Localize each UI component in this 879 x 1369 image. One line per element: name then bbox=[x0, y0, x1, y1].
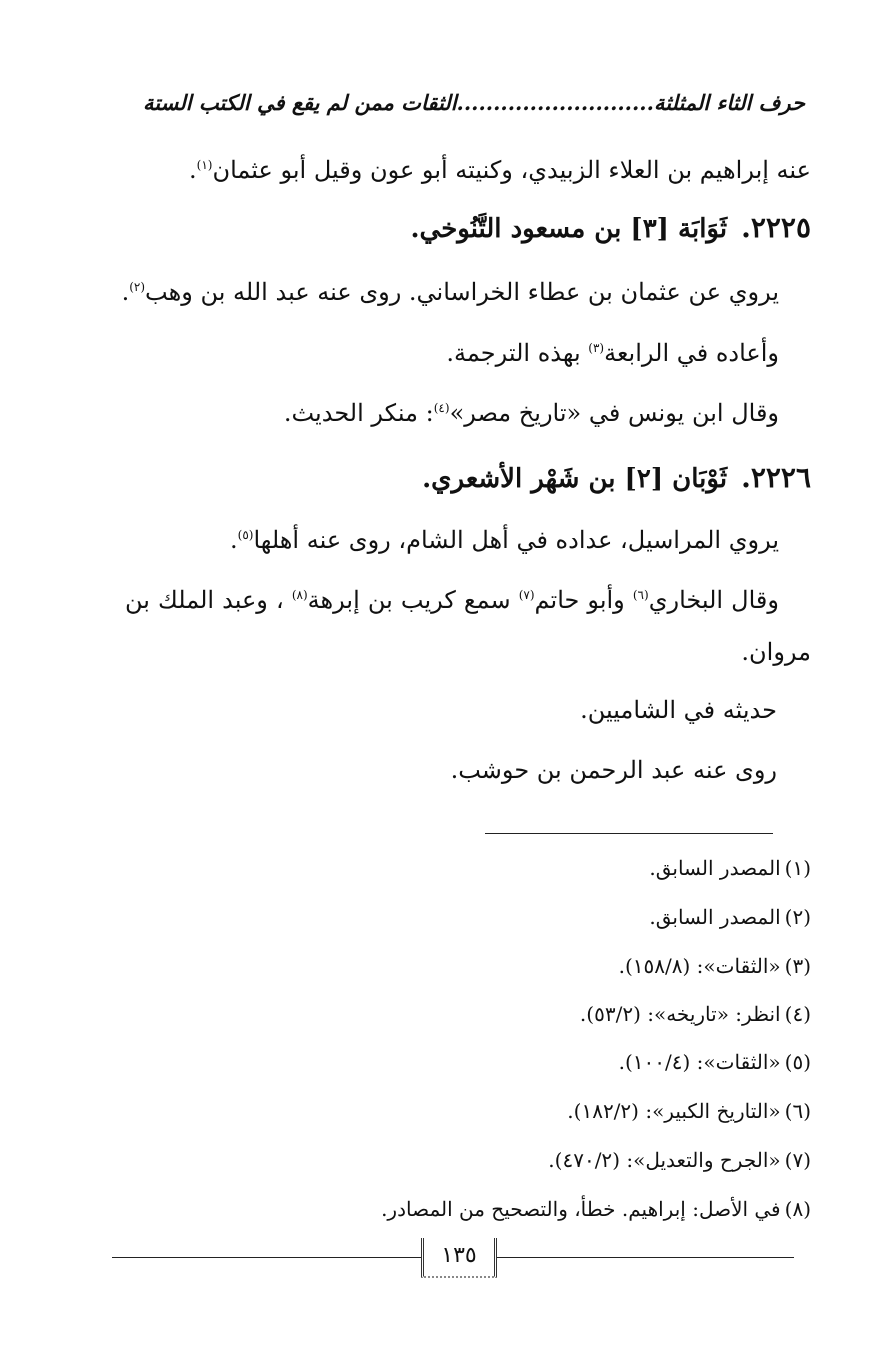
footnote-number: (٣) bbox=[784, 954, 811, 978]
footnote-text: «التاريخ الكبير»: (١٨٢/٢). bbox=[567, 1099, 781, 1123]
footnote-ref: (٧) bbox=[518, 588, 535, 602]
entry-heading bbox=[422, 458, 811, 499]
paragraph: وأعاده في الرابعة$^{(٣)}$ بهذه الترجمة. bbox=[446, 339, 779, 367]
entry-name: ثَوْبَان [٢] بن شَهْر الأشعري. bbox=[422, 464, 728, 494]
footnote bbox=[619, 1046, 811, 1078]
footnote-ref: (٤) bbox=[433, 401, 450, 415]
footnote-ref: (٣) bbox=[588, 341, 605, 355]
entry-number: ٢٢٢٥. bbox=[741, 211, 811, 244]
paragraph: حديثه في الشاميين. bbox=[580, 696, 777, 724]
page-number: ١٣٥ bbox=[421, 1238, 497, 1278]
footnote bbox=[580, 998, 811, 1030]
header-dots: ........................... bbox=[456, 90, 654, 115]
footnote-text: «الثقات»: (١٠٠/٤). bbox=[618, 1050, 781, 1074]
paragraph-continuation: مروان. bbox=[741, 638, 811, 666]
paragraph: روى عنه عبد الرحمن بن حوشب. bbox=[450, 756, 777, 784]
footnote-number: (١) bbox=[784, 856, 811, 880]
footnote bbox=[381, 1193, 811, 1225]
footnote bbox=[548, 1144, 811, 1176]
paragraph: وقال ابن يونس في «تاريخ مصر»$^{(٤)}$: منكر الحديث. bbox=[283, 399, 779, 427]
running-header bbox=[143, 88, 805, 118]
entry-name: ثَوَابَة [٣] بن مسعود التَّنُوخي. bbox=[410, 214, 728, 244]
footnote-number: (٢) bbox=[784, 905, 811, 929]
footnote-number: (٤) bbox=[784, 1002, 811, 1026]
entry-heading bbox=[410, 208, 811, 249]
entry-number: ٢٢٢٦. bbox=[741, 461, 811, 494]
footnote-number: (٥) bbox=[784, 1050, 811, 1074]
paragraph: يروي المراسيل، عداده في أهل الشام، روى عنه أهلها$^{(٥)}$. bbox=[229, 526, 779, 554]
footnote-ref: (٨) bbox=[291, 588, 308, 602]
footnote bbox=[649, 901, 811, 933]
footnote-text: انظر: «تاريخه»: (٥٣/٢). bbox=[579, 1002, 781, 1026]
footnote-text: المصدر السابق. bbox=[649, 905, 781, 929]
paragraph-justified: وقال البخاري$^{(٦)}$ وأبو حاتم$^{(٧)}$ سمع كريب بن إبرهة$^{(٨)}$ ، وعبد الملك بن bbox=[125, 586, 779, 614]
footnote bbox=[619, 950, 811, 982]
footnote-text: المصدر السابق. bbox=[649, 856, 781, 880]
footnote-text: في الأصل: إبراهيم. خطأ، والتصحيح من المصادر. bbox=[381, 1197, 781, 1221]
paragraph: يروي عن عثمان بن عطاء الخراساني. روى عنه عبد الله بن وهب$^{(٢)}$. bbox=[121, 278, 779, 306]
footnote-ref: (٥) bbox=[237, 528, 254, 542]
continuation-line: عنه إبراهيم بن العلاء الزبيدي، وكنيته أبو عون وقيل أبو عثمان$^{(١)}$. bbox=[188, 156, 811, 184]
footnote-text: «الثقات»: (١٥٨/٨). bbox=[618, 954, 781, 978]
header-book-title: الثقات ممن لم يقع في الكتب الستة bbox=[143, 90, 457, 115]
footnote-ref: (١) bbox=[196, 158, 213, 172]
footnote-number: (٨) bbox=[784, 1197, 811, 1221]
footnote-ref: (٦) bbox=[632, 588, 649, 602]
footnote-number: (٦) bbox=[784, 1099, 811, 1123]
footnote-ref: (٢) bbox=[129, 280, 146, 294]
footnote-text: «الجرح والتعديل»: (٤٧٠/٢). bbox=[548, 1148, 781, 1172]
footnote bbox=[649, 852, 811, 884]
footnote bbox=[567, 1095, 811, 1127]
footnote-separator bbox=[485, 833, 773, 834]
footnote-number: (٧) bbox=[784, 1148, 811, 1172]
header-chapter: حرف الثاء المثلثة bbox=[653, 90, 805, 115]
